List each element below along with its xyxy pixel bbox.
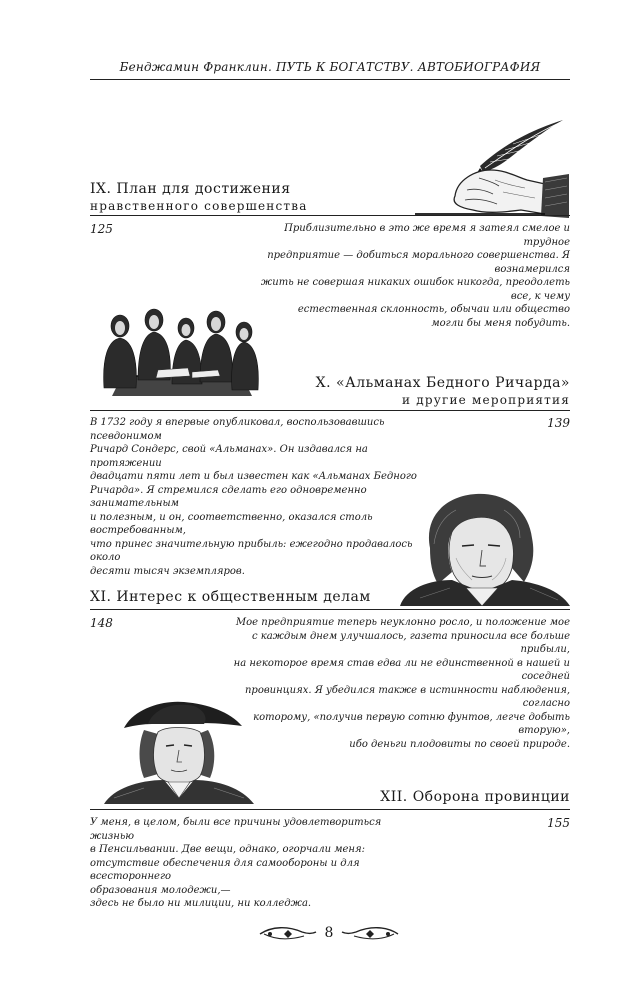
chapter-title-line1: XI. Интерес к общественным делам <box>90 589 371 605</box>
summary-line: Ричард Сондерс, свой «Альманах». Он издавался на протяжении <box>90 444 368 469</box>
chapter-title-9 <box>90 181 350 215</box>
chapter-summary <box>90 816 420 911</box>
left-ornament-icon <box>258 924 318 944</box>
chapter-rule <box>90 410 570 411</box>
summary-line: отсутствие обеспечения для самообороны и для всестороннего <box>90 857 360 882</box>
chapter-rule <box>90 609 570 610</box>
summary-line: Мое предприятие теперь неуклонно росло, и положение мое <box>235 617 570 628</box>
chapter-title-line2: и другие мероприятия <box>402 393 570 407</box>
summary-line: на некоторое время став едва ли не единственной в нашей и соседней <box>233 657 570 682</box>
summary-line: образования молодежи,— <box>90 884 231 896</box>
group-of-men-illustration <box>92 298 267 403</box>
chapter-summary <box>90 416 420 578</box>
summary-line: здесь не было ни милиции, ни колледжа. <box>90 898 312 909</box>
franklin-portrait-illustration <box>400 488 570 606</box>
quill-hand-illustration <box>395 118 570 218</box>
chapter-title-10 <box>250 375 570 409</box>
summary-line: и полезным, и он, соответственно, оказался столь востребованным, <box>90 511 373 536</box>
summary-line: ибо деньги плодовиты по своей природе. <box>349 738 570 750</box>
chapter-title-line1: IX. План для достижения <box>90 181 291 197</box>
header-rule <box>90 79 570 80</box>
tricorn-hat-portrait-illustration <box>104 694 254 804</box>
summary-line: жить не совершая никаких ошибок никогда, преодолеть все, к чему <box>260 277 570 302</box>
summary-line: десяти тысяч экземпляров. <box>90 565 245 577</box>
chapter-title-12 <box>300 789 570 806</box>
summary-line: У меня, в целом, были все причины удовлетвориться жизнью <box>90 817 382 842</box>
summary-line: что принес значительную прибыль: ежегодно продавалось около <box>90 538 413 563</box>
chapter-rule <box>90 809 570 810</box>
chapter-summary <box>230 616 570 751</box>
summary-line: которому, «получив первую сотню фунтов, легче добыть вторую», <box>253 711 570 736</box>
summary-line: в Пенсильвании. Две вещи, однако, огорчали меня: <box>90 844 365 855</box>
summary-line: В 1732 году я впервые опубликовал, воспользовавшись псевдонимом <box>90 417 385 442</box>
summary-line: могли бы меня побудить. <box>431 317 570 329</box>
chapter-title-line2: нравственного совершенства <box>90 199 308 213</box>
summary-line: Приблизительно в это же время я затеял смелое и трудное <box>284 223 570 248</box>
page-number: 8 <box>324 925 334 941</box>
chapter-rule <box>90 215 570 216</box>
running-header: Бенджамин Франклин. ПУТЬ К БОГАТСТВУ. АВТОБИОГРАФИЯ <box>119 60 541 74</box>
right-ornament-icon <box>340 924 400 944</box>
chapter-title-11 <box>90 589 380 606</box>
chapter-page-number: 148 <box>90 616 113 630</box>
summary-line: провинциях. Я убедился также в истинности наблюдения, согласно <box>244 684 570 709</box>
chapter-page-number: 155 <box>547 816 570 830</box>
summary-line: естественная склонность, обычаи или общество <box>297 304 570 315</box>
summary-line: с каждым днем улучшалось, газета приносила все больше прибыли, <box>251 630 570 655</box>
chapter-page-number: 125 <box>90 222 113 236</box>
chapter-summary <box>250 222 570 330</box>
chapter-title-line1: XII. Оборона провинции <box>380 789 570 805</box>
summary-line: двадцати пяти лет и был известен как «Альманах Бедного <box>90 471 417 482</box>
chapter-title-line1: X. «Альманах Бедного Ричарда» <box>315 375 570 391</box>
chapter-page-number: 139 <box>547 416 570 430</box>
summary-line: предприятие — добиться морального совершенства. Я вознамерился <box>267 250 570 275</box>
summary-line: Ричарда». Я стремился сделать его одновременно занимательным <box>90 484 367 509</box>
